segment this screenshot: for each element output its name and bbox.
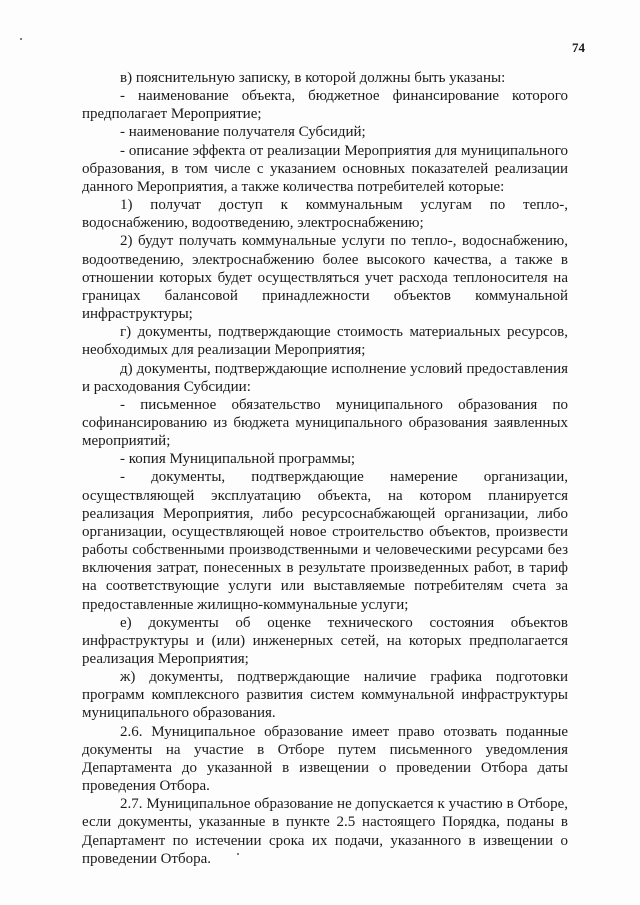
document-body <box>82 69 568 868</box>
paragraph-effect-description: - описание эффекта от реализации Мероприятия для муниципального образования, в том числе с указанием основных показателей реализации данного Мероприятия, а также количества потребителей которые: <box>82 142 568 195</box>
paragraph-municipal-program-copy: - копия Муниципальной программы; <box>120 451 356 468</box>
paragraph-object-name: - наименование объекта, бюджетное финансирование которого предполагает Мероприятие; <box>82 88 568 123</box>
paragraph-material-costs: г) документы, подтверждающие стоимость материальных ресурсов, необходимых для реализации Мероприятия; <box>82 324 568 359</box>
paragraph-technical-assessment: е) документы об оценке технического состояния объектов инфраструктуры и (или) инженерных сетей, на которых предполагается реализация Мероприятия; <box>82 614 568 667</box>
paragraph-recipient-name: - наименование получателя Субсидий; <box>120 124 366 141</box>
paragraph-item-2: 2) будут получать коммунальные услуги по тепло-, водоснабжению, водоотведению, электроснабжению более высокого качества, а также в отношении которых будет осуществляться учет расхода теплоносителя на границах балансовой принадлежности объектов коммунальной инфраструктуры; <box>82 233 568 323</box>
paragraph-2-7: 2.7. Муниципальное образование не допускается к участию в Отборе, если документы, указанные в пункте 2.5 настоящего Порядка, поданы в Департамент по истечении срока их подачи, указанного в извещении о проведении Отбора. <box>82 796 568 867</box>
paragraph-conditions-documents: д) документы, подтверждающие исполнение условий предоставления и расходования Субсидии: <box>82 360 568 395</box>
paragraph-cofinancing-obligation: - письменное обязательство муниципального образования по софинансированию из бюджета муниципального образования заявленных мероприятий; <box>82 396 568 450</box>
paragraph-schedule-documents: ж) документы, подтверждающие наличие графика подготовки программ комплексного развития систем коммунальной инфраструктуры муниципального образования. <box>82 669 568 722</box>
paragraph-2-6: 2.6. Муниципальное образование имеет право отозвать поданные документы на участие в Отборе путем письменного уведомления Департамента до указанной в извещении о проведении Отбора даты проведения Отбора. <box>82 723 568 795</box>
paragraph-item-1: 1) получат доступ к коммунальным услугам по тепло-, водоснабжению, водоотведению, электроснабжению; <box>82 197 568 232</box>
scan-speck <box>20 38 22 40</box>
paragraph-intent-documents: - документы, подтверждающие намерение организации, осуществляющей эксплуатацию объекта, на котором планируется реализация Мероприятия, либо ресурсоснабжающей организации, либо организации, осуществляющей новое строительство объектов, произвести работы собственными производственными и человеческими ресурсами без включения затрат, понесенных в результате произведенных работ, в тариф на соответствующие услуги или выставляемые потребителям счета за предоставленные жилищно-коммунальные услуги; <box>82 469 568 613</box>
scan-speck <box>237 853 239 855</box>
paragraph-explanatory-note: в) пояснительную записку, в которой должны быть указаны: <box>120 70 506 86</box>
page-number: 74 <box>572 40 585 55</box>
